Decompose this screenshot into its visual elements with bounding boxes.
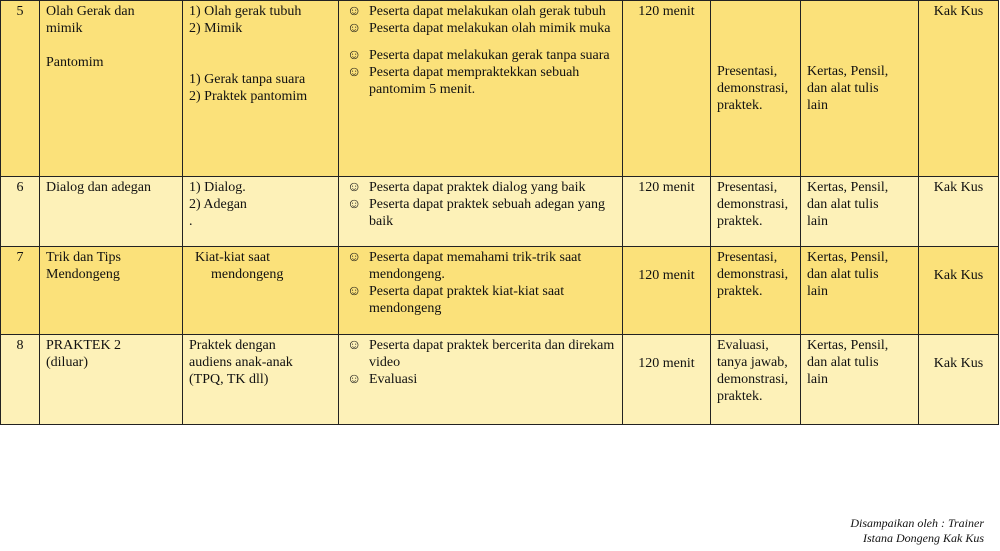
trainer-cell: Kak Kus [919, 247, 999, 335]
footer-line-2: Istana Dongeng Kak Kus [863, 531, 984, 545]
method-line: praktek. [717, 214, 763, 229]
trainer-cell: Kak Kus [919, 1, 999, 177]
tools-cell [801, 335, 919, 425]
tools-line: lain [807, 372, 828, 387]
tools-line: lain [807, 214, 828, 229]
goal-text: Peserta dapat mempraktekkan sebuah pantomim 5 menit. [369, 65, 580, 97]
topic-cell [40, 1, 183, 177]
topic-line: mimik [46, 21, 83, 36]
method-cell [711, 177, 801, 247]
smiley-icon: ☺ [347, 65, 362, 80]
topic-line: PRAKTEK 2 [46, 338, 122, 353]
materi-line: 2) Praktek pantomim [189, 89, 308, 104]
tools-line: Kertas, Pensil, [807, 250, 889, 265]
table-row [1, 177, 999, 247]
tools-cell [801, 247, 919, 335]
method-line: Evaluasi, [717, 338, 769, 353]
goals-cell [339, 1, 623, 177]
table-row [1, 335, 999, 425]
tools-line: lain [807, 98, 828, 113]
tools-line: Kertas, Pensil, [807, 180, 889, 195]
smiley-icon: ☺ [347, 197, 362, 212]
materi-line: 1) Gerak tanpa suara [189, 72, 306, 87]
topic-line: Pantomim [46, 55, 104, 70]
table-row [1, 247, 999, 335]
row-number: 7 [1, 247, 40, 335]
list-item [345, 47, 616, 64]
smiley-icon: ☺ [347, 180, 362, 195]
method-cell [711, 1, 801, 177]
materi-line: 1) Olah gerak tubuh [189, 4, 302, 19]
goal-text: Peserta dapat melakukan olah mimik muka [369, 21, 611, 36]
smiley-icon: ☺ [347, 21, 362, 36]
topic-line: Olah Gerak dan [46, 4, 135, 19]
tools-line: Kertas, Pensil, [807, 64, 889, 79]
list-item [345, 179, 616, 196]
topic-line: Dialog dan adegan [46, 180, 151, 195]
trainer-cell: Kak Kus [919, 335, 999, 425]
method-line: demonstrasi, [717, 81, 789, 96]
topic-cell [40, 335, 183, 425]
goal-text: Peserta dapat praktek dialog yang baik [369, 180, 586, 195]
topic-line: Trik dan Tips [46, 250, 121, 265]
goal-text: Peserta dapat praktek kiat-kiat saat mendongeng [369, 284, 565, 316]
materi-line: Kiat-kiat saat [195, 250, 271, 265]
materi-line: Praktek dengan [189, 338, 276, 353]
topic-line: (diluar) [46, 355, 88, 370]
presenter-signature [850, 516, 984, 546]
materi-line: 2) Adegan [189, 197, 247, 212]
materi-line: mendongeng [211, 267, 284, 282]
tools-line: dan alat tulis [807, 81, 879, 96]
topic-cell [40, 177, 183, 247]
goal-text: Peserta dapat praktek bercerita dan direkam video [369, 338, 615, 370]
method-cell [711, 335, 801, 425]
method-cell [711, 247, 801, 335]
tools-line: lain [807, 284, 828, 299]
goal-text: Evaluasi [369, 372, 418, 387]
smiley-icon: ☺ [347, 4, 362, 19]
smiley-icon: ☺ [347, 48, 362, 63]
list-item [345, 249, 616, 283]
method-line: Presentasi, [717, 250, 778, 265]
smiley-icon: ☺ [347, 250, 362, 265]
method-line: praktek. [717, 389, 763, 404]
footer-line-1: Disampaikan oleh : Trainer [850, 516, 984, 530]
goals-cell [339, 247, 623, 335]
list-item [345, 64, 616, 98]
row-number: 6 [1, 177, 40, 247]
list-item [345, 196, 616, 230]
duration-cell: 120 menit [623, 247, 711, 335]
method-line: demonstrasi, [717, 197, 789, 212]
materi-cell [183, 177, 339, 247]
smiley-icon: ☺ [347, 372, 362, 387]
materi-line: (TPQ, TK dll) [189, 372, 269, 387]
materi-line: 1) Dialog. [189, 180, 246, 195]
smiley-icon: ☺ [347, 338, 362, 353]
materi-cell [183, 1, 339, 177]
tools-line: dan alat tulis [807, 267, 879, 282]
method-line: praktek. [717, 98, 763, 113]
goals-cell [339, 177, 623, 247]
materi-line: audiens anak-anak [189, 355, 293, 370]
method-line: demonstrasi, [717, 372, 789, 387]
goal-text: Peserta dapat praktek sebuah adegan yang baik [369, 197, 605, 229]
tools-line: dan alat tulis [807, 197, 879, 212]
method-line: tanya jawab, [717, 355, 788, 370]
method-line: praktek. [717, 284, 763, 299]
materi-cell [183, 247, 339, 335]
method-line: demonstrasi, [717, 267, 789, 282]
duration-cell: 120 menit [623, 177, 711, 247]
tools-line: Kertas, Pensil, [807, 338, 889, 353]
method-line: Presentasi, [717, 64, 778, 79]
table-row [1, 1, 999, 177]
tools-line: dan alat tulis [807, 355, 879, 370]
duration-cell: 120 menit [623, 335, 711, 425]
topic-line: Mendongeng [46, 267, 120, 282]
materi-cell [183, 335, 339, 425]
trainer-cell: Kak Kus [919, 177, 999, 247]
list-item [345, 337, 616, 371]
row-number: 5 [1, 1, 40, 177]
tools-cell [801, 177, 919, 247]
materi-line: . [189, 214, 193, 229]
row-number: 8 [1, 335, 40, 425]
smiley-icon: ☺ [347, 284, 362, 299]
list-item [345, 3, 616, 20]
tools-cell [801, 1, 919, 177]
list-item [345, 20, 616, 37]
method-line: Presentasi, [717, 180, 778, 195]
topic-cell [40, 247, 183, 335]
list-item [345, 371, 616, 388]
materi-line: 2) Mimik [189, 21, 243, 36]
goals-cell [339, 335, 623, 425]
goal-text: Peserta dapat melakukan gerak tanpa suara [369, 48, 610, 63]
list-item [345, 283, 616, 317]
goal-text: Peserta dapat memahami trik-trik saat mendongeng. [369, 250, 582, 282]
goal-text: Peserta dapat melakukan olah gerak tubuh [369, 4, 606, 19]
duration-cell: 120 menit [623, 1, 711, 177]
